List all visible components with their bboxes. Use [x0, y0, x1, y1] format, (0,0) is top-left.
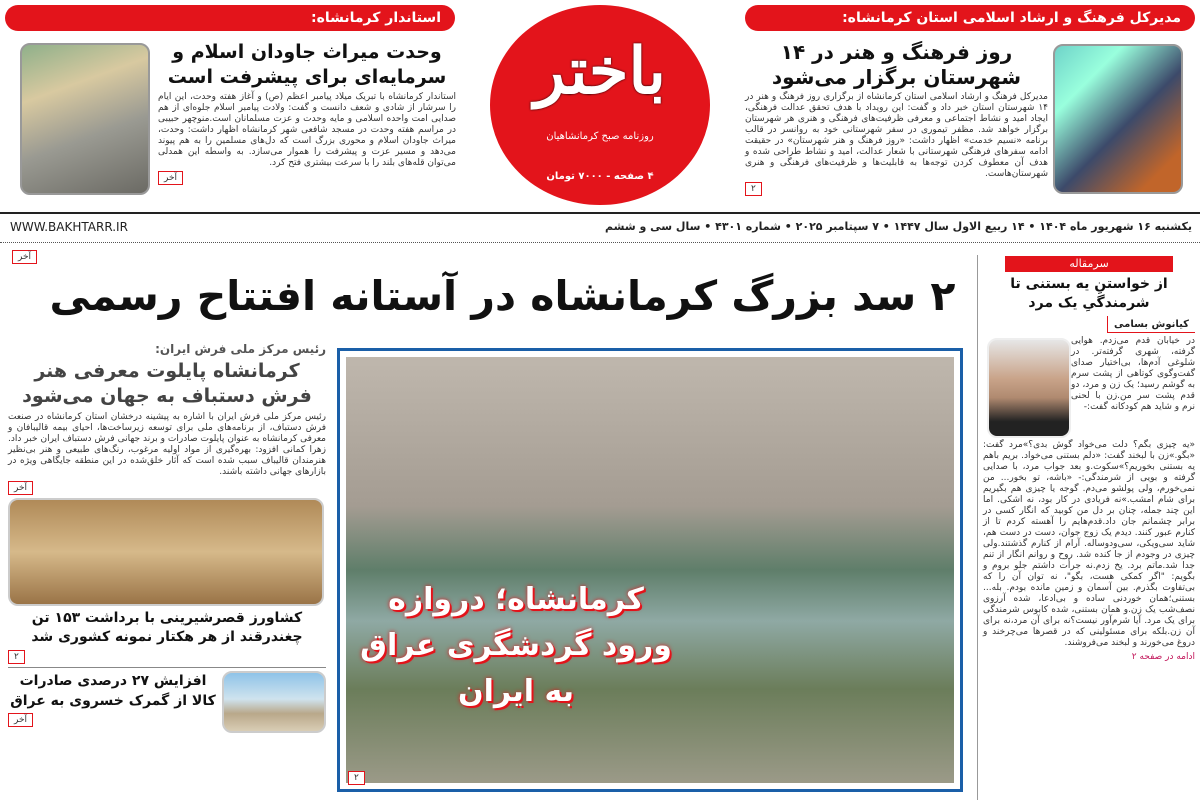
continued-link[interactable]: ادامه در صفحه ۲ [1131, 652, 1195, 662]
exports-story [8, 671, 326, 733]
page-ref-badge[interactable]: ۲ [745, 182, 762, 196]
divider [8, 667, 326, 668]
kicker-carpet: رئیس مرکز ملی فرش ایران: [155, 342, 326, 356]
headline-farmer[interactable]: کشاورز قصرشیرینی با برداشت ۱۵۳ تن چغندرقند از هر هکتار نمونه کشوری شد [31, 610, 303, 645]
main-headline[interactable]: ۲ سد بزرگ کرمانشاه در آستانه افتتاح رسمی [49, 272, 956, 320]
page-ref-badge[interactable]: آخر [8, 481, 33, 495]
masthead-logo [490, 5, 710, 205]
editorial-body: «یه چیزی بگم؟ دلت می‌خواد گوش بدی؟»مرد گفت: «بگو.»زن با لبخند گفت: «دلم بستنی می‌خواد. بریم باهم یه بستنی بخوریم؟»سکوت.و بعد جواب مرد، با صدایی گرفته و بویی از شرمندگی:- «باشه، تو بخور... من نمی‌خورم، ولی پولشو می‌دم. گوجه یا چیزی هم بگیریم برای شام امشب.»نه فریادی در کار بود، نه اشکی. اما این چند جمله، چنان بر دل من کوبید که انگار کسی در برابر چشمانم جان داد.قدم‌هایم را آهسته کردم تا از کنارم عبور کنند. دیدم یک زوج جوان، دست در دست هم، شاید سی‌ویکی، سی‌ودوساله. آرام از کنارم گذشتند.ولی چیزی در وجودم از جا کنده شد. روح و روانم انگار از تنم جدا شد.ماتم برد. یخ زدم.نه جرأت داشتم جلو بروم و بگویم: "اگر کمکی هست، بگو"، نه توان آن را که بی‌تفاوت بگذرم. بین آسمان و زمین مانده بودم. بله... بستنی؛همان خوردنی ساده و بی‌ادعا، شده آرزوی نصف‌شب یک زن.و همان بستنی، شده کابوس شرمندگی برای یک مرد. آیا شرم‌آور نیست؟نه برای آن مرد،نه برای آن زن.بلکه برای مسئولینی که در قصرها می‌چرخند و دروغ می‌خورند و لبخند می‌فروشند. [983, 440, 1195, 648]
section-label-editorial: سرمقاله [1005, 256, 1173, 272]
website[interactable]: WWW.BAKHTARR.IR [10, 220, 128, 234]
left-column [8, 342, 326, 733]
headline-governor[interactable]: وحدت میراث جاودان اسلام و سرمایه‌ای برای پیشرفت است [167, 41, 447, 88]
customs-photo [222, 671, 326, 733]
farmer-photo [8, 498, 324, 606]
editorial-headline[interactable]: از خواستنِ یه بستنی تا شرمندگیِ یک مرد [1010, 276, 1168, 311]
headline-exports[interactable]: افزایش ۲۷ درصدی صادرات کالا از گمرک خسروی به عراق [10, 673, 216, 709]
kicker-banner-governor: استاندار کرمانشاه: [5, 5, 455, 31]
editorial-body-top: در خیابان قدم می‌زدم. هوایی گرفته، شهری گرفته‌تر. در شلوغی آدم‌ها، بی‌اختیار صدای گفت‌وگوی کوتاهی از پشت سرم به گوشم رسید؛ یک زن و مرد، دو قدم پشت سر من.زن با لحنی نرم و شاید هم کودکانه گفت:- [1071, 336, 1195, 412]
page-ref-badge[interactable]: آخر [12, 250, 37, 264]
headline-carpet[interactable]: کرمانشاه پایلوت معرفی هنر فرش دستباف به جهان می‌شود [22, 360, 312, 407]
author-name: کیانوش بسامی [1107, 316, 1195, 333]
headline-culture[interactable]: روز فرهنگ و هنر در ۱۴ شهرستان برگزار می‌شود [771, 40, 1022, 89]
page-ref-badge[interactable]: آخر [158, 171, 183, 185]
editorial [983, 256, 1195, 662]
dateline: یکشنبه ۱۶ شهریور ماه ۱۴۰۴ • ۱۴ ربیع الاول سال ۱۴۴۷ • ۷ سپتامبر ۲۰۲۵ • شماره ۴۳۰۱ • سال سی و ششم [605, 220, 1192, 233]
article-body-carpet: رئیس مرکز ملی فرش ایران با اشاره به پیشینه درخشان استان کرمانشاه در صنعت فرش دستباف، از برنامه‌های ملی برای توسعه زیرساخت‌ها، احیای بیمه قالیبافان و معرفی کرمانشاه به عنوان پایلوت صادرات و برند جهانی فرش دستباف ایران خبر داد. زهرا کمانی افزود: بهره‌گیری از مواد اولیه مرغوب، رنگ‌های طبیعی و هنر بی‌نظیر هنرمندان قالیباف سبب شده است که آثار خلق‌شده در این منطقه جایگاهی ویژه در بازارهای جهانی داشته باشند. [8, 412, 326, 477]
main-photo [346, 357, 954, 783]
article-body-culture: مدیرکل فرهنگ و ارشاد اسلامی استان کرمانشاه از برگزاری روز فرهنگ و هنر در ۱۴ شهرستان استان خبر داد و گفت: این رویداد با هدف تحقق عدالت فرهنگی، ایجاد امید و نشاط اجتماعی و معرفی ظرفیت‌های فرهنگی و هنری هر شهرستان برگزار خواهد شد. مظفر تیموری در سفر شهرستانی خود به روانسر در قالب برنامه «نسیم خدمت» اظهار داشت: «روز فرهنگ و هنر شهرستان» در حقیقت ادامه سفرهای فرهنگی شهرستانی با شعار عدالت، امید و نشاط طراحی شده و هدف آن معطوف کردن توجه‌ها به قابلیت‌ها و ظرفیت‌های فرهنگی و هنری شهرستان‌هاست. [745, 92, 1048, 179]
photo-caption: کرمانشاه؛ دروازه ورود گردشگری عراق به ایران [360, 582, 672, 709]
page-ref-badge[interactable]: ۲ [8, 650, 25, 664]
page-ref-badge[interactable]: آخر [8, 713, 33, 727]
governor-photo [20, 43, 150, 195]
tagline: روزنامه صبح کرمانشاهیان [546, 131, 654, 142]
article-body-governor: استاندار کرمانشاه با تبریک میلاد پیامبر اعظم (ص) و آغاز هفته وحدت، این ایام را سرشار از شادی و شعف دانست و گفت: ولادت پیامبر اسلام جلوه‌ای از هم صدایی امت واحده اسلامی و مایه وحدت و عزت مسلمانان است.منوچهر حبیبی در مراسم هفته وحدت در مسجد شافعی شهر کرمانشاه اظهار داشت: وحدت، میراث جاودان اسلام و محوری بزرگ است که دل‌های مسلمین را به هم پیوند می‌دهد و مسیر عزت و پیشرفت را هموار می‌سازد. به واسطه این همدلی می‌توان قله‌های بلند را با سرعت بیشتری فتح کرد. [158, 92, 456, 168]
main-photo-frame [337, 348, 963, 792]
article-culture [745, 40, 1048, 196]
article-governor [158, 40, 456, 185]
logo-text: باختر [534, 34, 666, 109]
page-ref-badge[interactable]: ۲ [348, 771, 365, 785]
official-photo [1053, 44, 1183, 194]
kicker-banner-culture: مدیرکل فرهنگ و ارشاد اسلامی استان کرمانشاه: [745, 5, 1195, 31]
editorial-text [983, 336, 1195, 649]
price: ۴ صفحه - ۷۰۰۰ تومان [546, 171, 654, 182]
author-photo [987, 338, 1071, 438]
